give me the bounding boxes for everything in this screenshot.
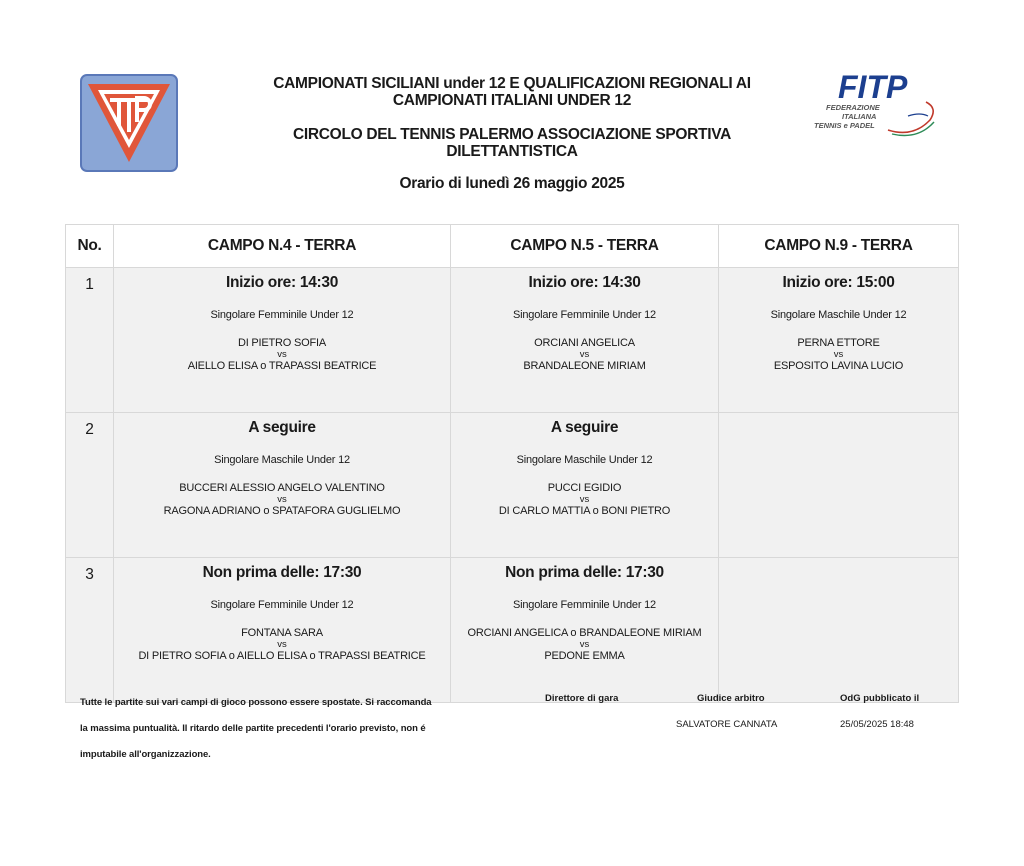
table-row (66, 413, 959, 558)
match-category: Singolare Femminile Under 12 (210, 599, 354, 611)
match-time: Inizio ore: 15:00 (782, 274, 895, 291)
ctp-logo (80, 74, 178, 172)
title-line-2: CAMPIONATI ITALIANI UNDER 12 (392, 92, 632, 109)
match-slot (114, 558, 451, 703)
match-slot (451, 558, 719, 703)
match-time: A seguire (550, 419, 619, 436)
published-label: OdG pubblicato il (840, 693, 920, 704)
director-label: Direttore di gara (545, 693, 619, 704)
referee-value: SALVATORE CANNATA (676, 719, 778, 730)
player-2: RAGONA ADRIANO o SPATAFORA GUGLIELMO (163, 505, 401, 517)
match-time: Inizio ore: 14:30 (225, 274, 339, 291)
match-category: Singolare Maschile Under 12 (214, 454, 350, 466)
fitp-logo-sub3: TENNIS e PADEL (814, 121, 875, 130)
player-1: FONTANA SARA (241, 627, 323, 639)
header-court-9: CAMPO N.9 - TERRA (719, 225, 959, 268)
vs-label: vs (277, 494, 287, 505)
fitp-logo-text: FITP (838, 69, 908, 105)
footer-note (80, 690, 510, 768)
player-2: BRANDALEONE MIRIAM (523, 360, 646, 372)
match-category: Singolare Femminile Under 12 (513, 309, 656, 321)
schedule-table (65, 224, 959, 703)
row-number: 2 (66, 413, 114, 558)
table-row (66, 558, 959, 703)
header-court-4: CAMPO N.4 - TERRA (114, 225, 451, 268)
row-number: 1 (66, 268, 114, 413)
schedule-date: Orario di lunedì 26 maggio 2025 (399, 175, 625, 192)
referee-label: Giudice arbitro (697, 693, 765, 704)
match-slot (114, 268, 451, 413)
fitp-logo-sub1: FEDERAZIONE (826, 103, 880, 112)
match-category: Singolare Femminile Under 12 (210, 309, 354, 321)
player-2: DI CARLO MATTIA o BONI PIETRO (498, 505, 671, 517)
vs-label: vs (579, 639, 590, 650)
table-row (66, 268, 959, 413)
footer-note-line-1: Tutte le partite sui vari campi di gioco possono essere spostate. Si raccomanda (80, 697, 432, 708)
empty-slot (719, 558, 959, 703)
player-2: DI PIETRO SOFIA o AIELLO ELISA o TRAPASSI BEATRICE (138, 650, 426, 662)
match-category: Singolare Femminile Under 12 (513, 599, 656, 611)
club-line-1: CIRCOLO DEL TENNIS PALERMO ASSOCIAZIONE SPORTIVA (293, 126, 731, 143)
footer-note-line-2: la massima puntualità. Il ritardo delle partite precedenti l'orario previsto, non é (80, 723, 426, 734)
match-slot (719, 268, 959, 413)
player-1: ORCIANI ANGELICA o BRANDALEONE MIRIAM (467, 627, 702, 639)
vs-label: vs (277, 349, 287, 360)
vs-label: vs (833, 349, 844, 360)
match-slot (451, 268, 719, 413)
row-number: 3 (66, 558, 114, 703)
tournament-title (200, 75, 824, 109)
match-category: Singolare Maschile Under 12 (770, 309, 907, 321)
vs-label: vs (579, 494, 590, 505)
match-time: A seguire (248, 419, 316, 436)
footer-note-line-3: imputabile all'organizzazione. (80, 749, 211, 760)
fitp-logo (808, 68, 948, 142)
player-1: DI PIETRO SOFIA (237, 337, 327, 349)
player-2: ESPOSITO LAVINA LUCIO (773, 360, 904, 372)
club-line-2: DILETTANTISTICA (446, 143, 578, 160)
title-line-1: CAMPIONATI SICILIANI under 12 E QUALIFICAZIONI REGIONALI AI (273, 75, 751, 92)
vs-label: vs (579, 349, 590, 360)
player-2: PEDONE EMMA (544, 650, 625, 662)
match-time: Inizio ore: 14:30 (528, 274, 641, 291)
player-1: BUCCERI ALESSIO ANGELO VALENTINO (179, 482, 385, 494)
match-time: Non prima delle: 17:30 (202, 564, 362, 581)
player-2: AIELLO ELISA o TRAPASSI BEATRICE (187, 360, 377, 372)
published-value: 25/05/2025 18:48 (840, 719, 914, 730)
match-time: Non prima delle: 17:30 (505, 564, 664, 581)
match-slot (114, 413, 451, 558)
match-slot (451, 413, 719, 558)
fitp-logo-sub2: ITALIANA (842, 112, 877, 121)
vs-label: vs (277, 639, 287, 650)
player-1: ORCIANI ANGELICA (534, 337, 635, 349)
empty-slot (719, 413, 959, 558)
player-1: PUCCI EGIDIO (547, 482, 622, 494)
match-category: Singolare Maschile Under 12 (516, 454, 653, 466)
club-name (200, 126, 824, 160)
player-1: PERNA ETTORE (797, 337, 880, 349)
header-court-5: CAMPO N.5 - TERRA (451, 225, 719, 268)
table-header-row (66, 225, 959, 268)
header-no: No. (66, 225, 114, 268)
